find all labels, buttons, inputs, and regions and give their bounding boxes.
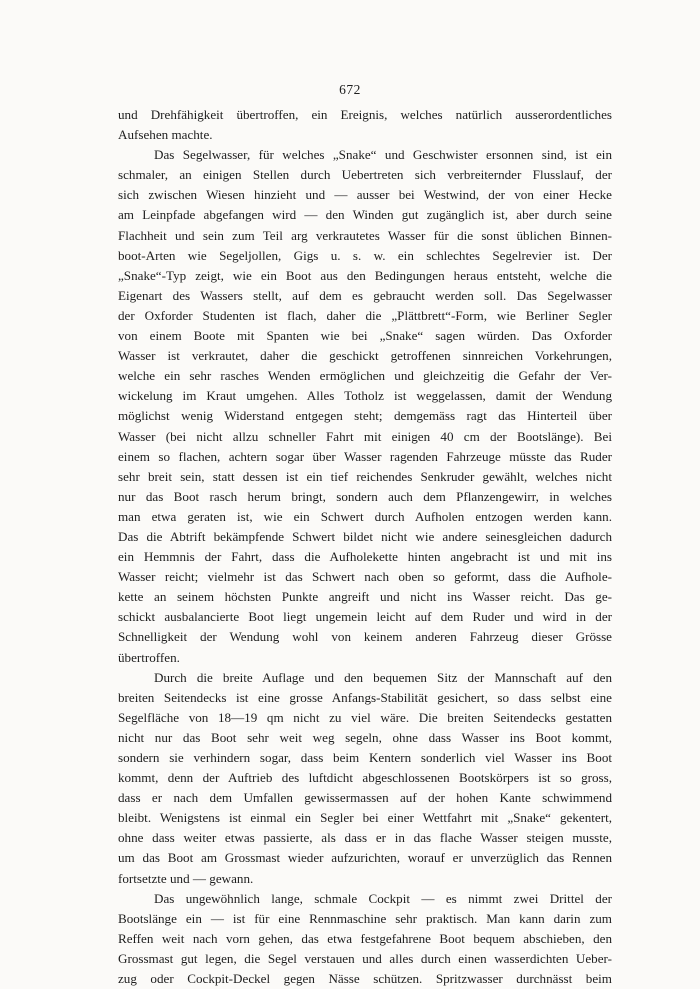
text-line: um das Boot am Grossmast wieder aufzurichten, worauf er unverzüglich das Rennen [118,850,612,866]
text-line: zug oder Cockpit-Deckel gegen Nässe schützen. Spritzwasser durchnässt beim [118,971,612,987]
paragraph [118,668,612,889]
text-line: Das ungewöhnlich lange, schmale Cockpit — es nimmt zwei Drittel der [154,890,612,906]
text-line: Eigenart des Wassers stellt, auf dem es gebraucht werden soll. Das Segelwasser [118,287,612,303]
text-line: von einem Boote mit Spanten wie bei „Snake“ sagen würden. Das Oxforder [118,328,612,344]
text-line: fortsetzte und — gewann. [118,870,254,886]
text-line: Schnelligkeit der Wendung wohl von keinem anderen Fahrzeug dieser Grösse [118,629,612,645]
text-line: einem so flachen, achtern sogar über Wasser ragenden Fahrzeuge müsste das Ruder [118,448,612,464]
text-line: Aufsehen machte. [118,127,213,143]
text-line: breiten Seitendecks ist eine grosse Anfangs-Stabilität gesichert, so dass selbst eine [118,689,612,705]
text-line: Flachheit und sein zum Teil arg verkrautetes Wasser für die sonst üblichen Binnen- [118,227,612,243]
text-line: kommt, denn der Auftrieb des luftdicht abgeschlossenen Bootskörpers ist so gross, [118,770,612,786]
text-line: schmaler, an einigen Stellen durch Uebertreten sich verbreiternder Flusslauf, der [118,167,612,183]
text-line: Grossmast gut legen, die Segel verstauen und alles durch einen wasserdichten Ueber- [118,950,612,966]
text-line: Bootslänge ein — ist für eine Rennmaschine sehr praktisch. Man kann darin zum [118,910,612,926]
text-line: Reffen weit nach vorn gehen, das etwa festgefahrene Boot bequem abschieben, den [118,930,612,946]
text-line: nur das Boot rasch herum bringt, sondern auch dem Pflanzengewirr, in welches [118,488,612,504]
text-line: Das die Abtrift bekämpfende Schwert bildet nicht wie andere seinesgleichen dadurch [118,528,612,544]
paragraph [118,145,612,667]
text-line: kette an seinem höchsten Punkte angreift und nicht ins Wasser reicht. Das ge- [118,589,612,605]
text-line: am Leinpfade abgefangen wird — den Winden gut zugänglich ist, aber durch seine [118,207,612,223]
text-line: dass er nach dem Umfallen gewissermassen auf der hohen Kante schwimmend [118,790,612,806]
text-line: sich zwischen Wiesen hinzieht und — ausser bei Westwind, der von einer Hecke [118,187,612,203]
text-line: ein Hemmnis der Fahrt, dass die Aufholekette hinten angebracht ist und mit ins [118,549,612,565]
text-line: Wasser reicht; vielmehr ist das Schwert nach oben so geformt, dass die Aufhole- [118,569,612,585]
text-line: bleibt. Wenigstens ist einmal ein Segler bei einer Wettfahrt mit „Snake“ gekentert, [118,810,612,826]
text-line: Das Segelwasser, für welches „Snake“ und Geschwister ersonnen sind, ist ein [154,147,612,163]
text-line: man etwa geraten ist, wie ein Schwert durch Aufholen entzogen werden kann. [118,508,612,524]
text-line: welche ein sehr rasches Wenden ermöglichen und gleichzeitig die Gefahr der Ver- [118,368,612,384]
text-line: boot-Arten wie Segeljollen, Gigs u. s. w. ein schlechtes Segelrevier ist. Der [118,247,612,263]
text-line: Wasser (bei nicht allzu schneller Fahrt mit einigen 40 cm der Bootslänge). Bei [118,428,612,444]
body-text [118,105,612,989]
text-line: sehr breit sein, statt dessen ist ein tief reichendes Senkruder gewählt, welches nicht [118,468,612,484]
text-line: Wasser ist verkrautet, daher die geschickt getroffenen sinnreichen Vorkehrungen, [118,348,612,364]
text-line: und Drehfähigkeit übertroffen, ein Ereignis, welches natürlich ausserordentliches [118,107,612,122]
text-line: schickt ausbalancierte Boot liegt ungemein leicht auf dem Ruder und wird in der [118,609,612,625]
text-line: ohne dass weiter etwas passierte, als dass er in das flache Wasser steigen musste, [118,830,612,846]
text-line: übertroffen. [118,649,180,665]
text-line: „Snake“-Typ zeigt, wie ein Boot aus den Bedingungen heraus entsteht, welche die [118,267,612,283]
text-line: der Oxforder Studenten ist flach, daher die „Plättbrett“-Form, wie Berliner Segler [118,307,612,323]
text-line: Segelfläche von 18—19 qm nicht zu viel wäre. Die breiten Seitendecks gestatten [118,709,612,725]
text-line: möglichst wenig Widerstand entgegen steht; demgemäss ragt das Hinterteil über [118,408,612,424]
text-line: nicht nur das Boot sehr weit weg segeln, ohne dass Wasser ins Boot kommt, [118,729,612,745]
paragraph [118,889,612,989]
paragraph [118,105,612,145]
text-line: Durch die breite Auflage und den bequemen Sitz der Mannschaft auf den [154,669,612,685]
page-number: 672 [339,82,361,97]
text-line: wickelung im Kraut umgehen. Alles Totholz ist weggelassen, damit der Wendung [118,388,612,404]
text-line: sondern sie verhindern sogar, dass beim Kentern sonderlich viel Wasser ins Boot [118,750,612,765]
